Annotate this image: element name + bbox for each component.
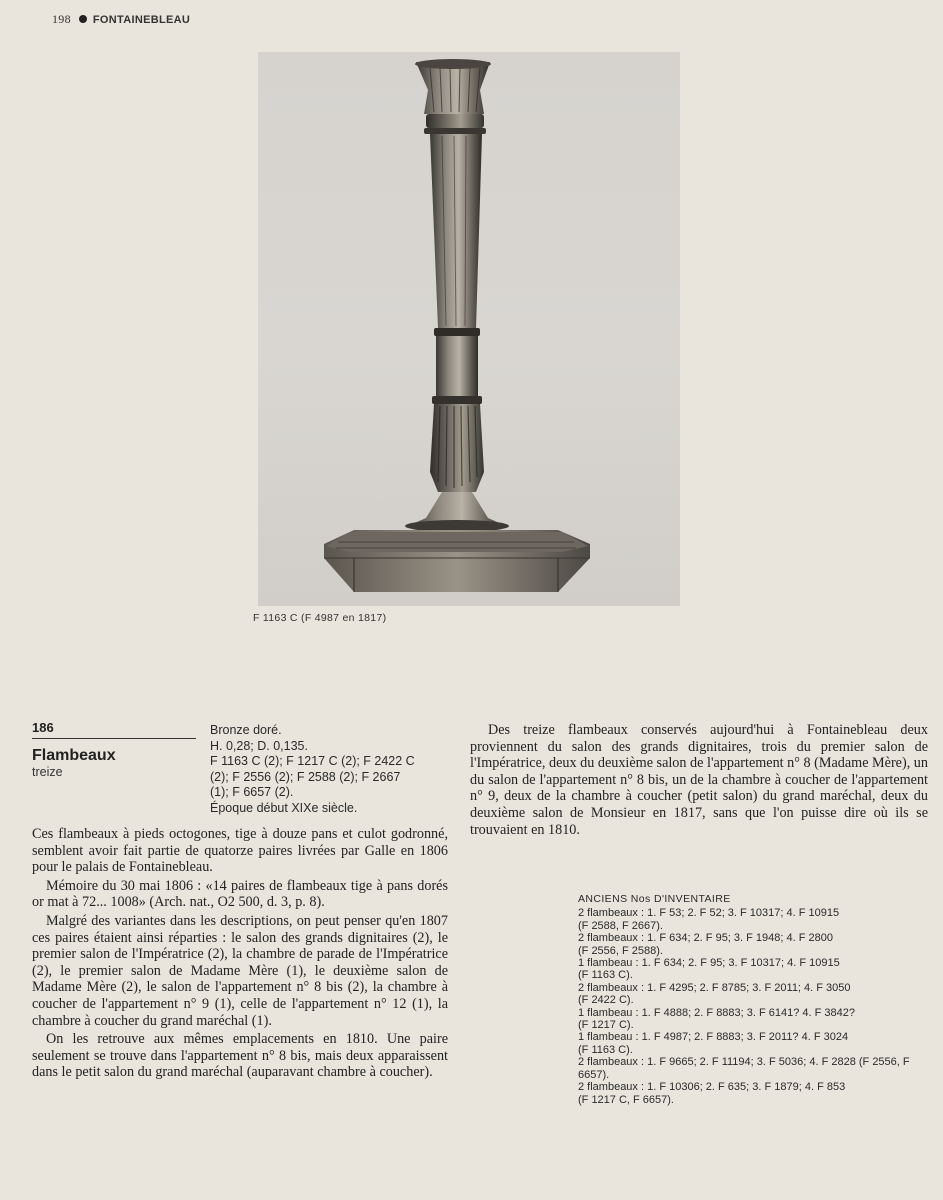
- running-title: FONTAINEBLEAU: [92, 14, 191, 26]
- entry-line: (F 1163 C).: [578, 1043, 633, 1056]
- entry-line: (F 1217 C, F 6657).: [578, 1093, 674, 1106]
- inventory-entry: [578, 982, 932, 1007]
- catalogue-number: 186: [32, 720, 196, 739]
- entry-line: 1 flambeau : 1. F 634; 2. F 95; 3. F 10317; 4. F 10915: [578, 957, 840, 970]
- page-number: 198: [52, 12, 71, 26]
- bullet-icon: [79, 15, 87, 23]
- inventory-heading: ANCIENS Nos D'INVENTAIRE: [578, 893, 731, 905]
- catalogue-specs: [210, 723, 452, 816]
- inventory-entry: [578, 1081, 932, 1106]
- catalogue-title: Flambeaux: [32, 747, 116, 764]
- entry-line: 2 flambeaux : 1. F 634; 2. F 95; 3. F 1948; 4. F 2800: [578, 932, 833, 945]
- spec-line: F 1163 C (2); F 1217 C (2); F 2422 C: [210, 754, 415, 768]
- spec-line: (1); F 6657 (2).: [210, 785, 294, 799]
- body-paragraph: Mémoire du 30 mai 1806 : «14 paires de flambeaux tige à pans dorés or mat à 72... 1008» (Arch. nat., O2 500, d. 3, p. 8).: [32, 877, 448, 911]
- inventory-entry: [578, 907, 932, 932]
- spec-line: Bronze doré.: [210, 723, 282, 737]
- inventory-entry: [578, 1007, 932, 1032]
- right-paragraph: Des treize flambeaux conservés aujourd'hui à Fontainebleau deux proviennent du salon des grands dignitaires, trois du premier salon de l'Impératrice, deux du deuxième salon de l'appartement n° 8 (Madame Mère), un du salon de l'appartement n° 8 bis, un de la chambre à coucher de l'appartement n° 9, deux de la chambre à coucher (petit salon) du grand maréchal, deux du deuxième salon de Monsieur en 1817, sans que l'on puisse dire où ils se trouvaient en 1810.: [470, 722, 928, 838]
- entry-line: 2 flambeaux : 1. F 9665; 2. F 11194; 3. F 5036; 4. F 2828 (F 2556, F 6657).: [578, 1056, 910, 1081]
- inventory-entry: [578, 957, 932, 982]
- catalogue-subtitle: treize: [32, 765, 63, 779]
- entry-line: (F 1217 C).: [578, 1019, 634, 1032]
- entry-line: (F 1163 C).: [578, 969, 633, 982]
- inventory-entry: [578, 1031, 932, 1056]
- body-paragraph: Ces flambeaux à pieds octogones, tige à douze pans et culot godronné, semblent avoir fait partie de quatorze paires livrées par Galle en 1806 pour le palais de Fontainebleau.: [32, 826, 448, 876]
- spec-line: H. 0,28; D. 0,135.: [210, 738, 308, 753]
- spec-line: Époque début XIXe siècle.: [210, 800, 358, 815]
- running-head: [52, 12, 190, 27]
- entry-line: 2 flambeaux : 1. F 53; 2. F 52; 3. F 10317; 4. F 10915: [578, 907, 840, 920]
- spec-line: (2); F 2556 (2); F 2588 (2); F 2667: [210, 769, 401, 784]
- entry-line: 1 flambeau : 1. F 4888; 2. F 8883; 3. F 6141? 4. F 3842?: [578, 1006, 856, 1019]
- right-column-text: [470, 722, 928, 838]
- body-paragraph: On les retrouve aux mêmes emplacements en 1810. Une paire seulement se trouve dans l'appartement n° 8 bis, mais deux apparaissent dans le petit salon du grand maréchal (auparavant chambre à coucher).: [32, 1031, 448, 1081]
- entry-line: (F 2556, F 2588).: [578, 944, 663, 957]
- entry-line: (F 2588, F 2667).: [578, 919, 663, 932]
- inventory-list: [578, 893, 932, 1106]
- inventory-entry: [578, 1056, 932, 1081]
- entry-line: 2 flambeaux : 1. F 4295; 2. F 8785; 3. F 2011; 4. F 3050: [578, 981, 851, 994]
- photo-caption: F 1163 C (F 4987 en 1817): [253, 612, 387, 624]
- entry-line: 2 flambeaux : 1. F 10306; 2. F 635; 3. F 1879; 4. F 853: [578, 1081, 846, 1094]
- candlestick-photo-icon: [258, 52, 680, 606]
- candlestick-photo: [258, 52, 680, 606]
- body-paragraph: Malgré des variantes dans les descriptions, on peut penser qu'en 1807 ces paires étaient ainsi réparties : le salon des grands dignitaires (2), le premier salon de l'Impératrice (2), la chambre de parade de l'Impératrice (2), le premier salon de Madame Mère (1), le deuxième salon de Madame Mère (2), le salon de l'appartement n° 8 bis (2), la chambre à coucher de l'appartement n° 9 (1), celle de l'appartement n° 12 (1), la chambre à coucher du grand maréchal (1).: [32, 912, 448, 1029]
- entry-line: 1 flambeau : 1. F 4987; 2. F 8883; 3. F 2011? 4. F 3024: [578, 1031, 849, 1044]
- inventory-entry: [578, 932, 932, 957]
- entry-line: (F 2422 C).: [578, 994, 634, 1007]
- body-text: [32, 826, 448, 1083]
